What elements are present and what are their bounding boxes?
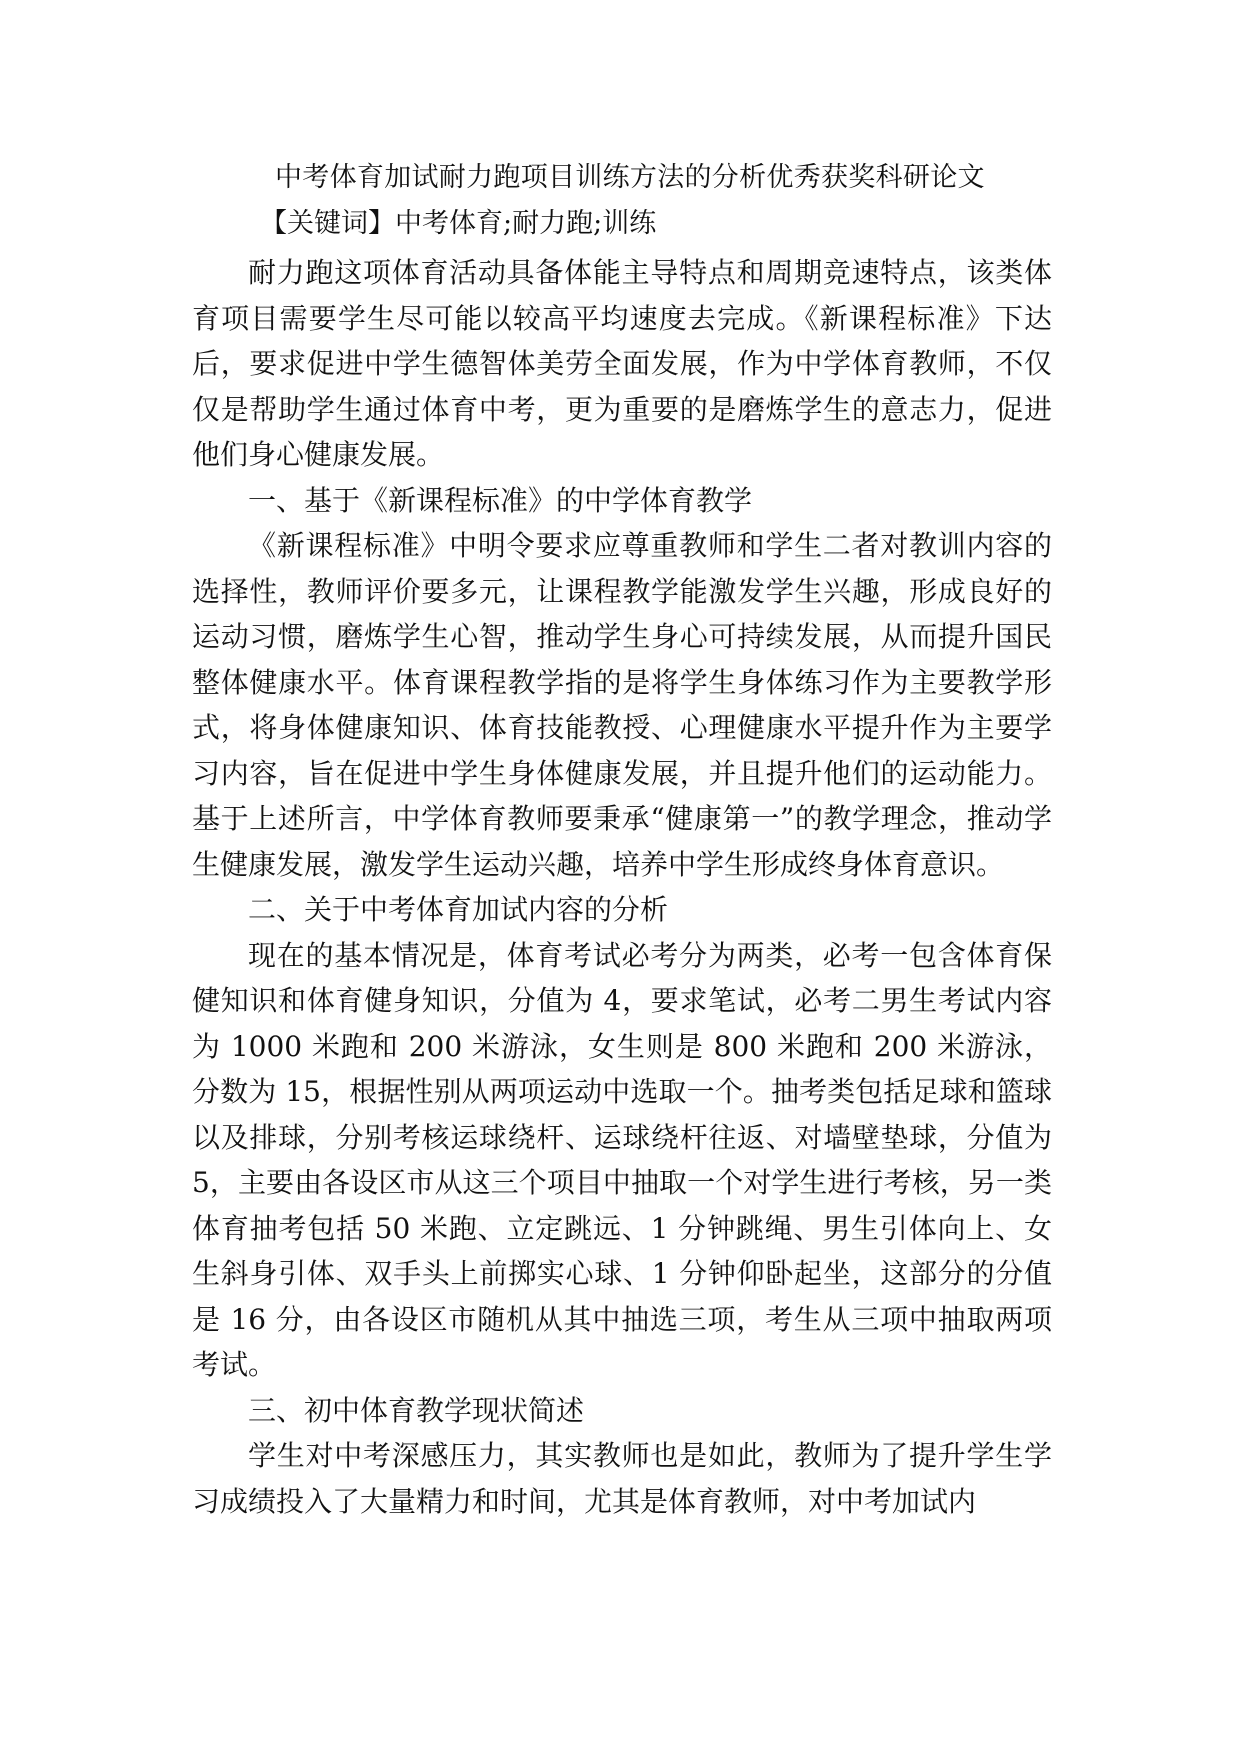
document-title: 中考体育加试耐力跑项目训练方法的分析优秀获奖科研论文 <box>275 162 985 193</box>
intro-paragraph: 耐力跑这项体育活动具备体能主导特点和周期竞速特点，该类体育项目需要学生尽可能以较高平均速度去完成。《新课程标准》下达后，要求促进中学生德智体美劳全面发展，作为中学体育教师，不仅仅是帮助学生通过体育中考，更为重要的是磨炼学生的意志力，促进他们身心健康发展。 <box>192 256 1052 471</box>
section-3-paragraph: 学生对中考深感压力，其实教师也是如此，教师为了提升学生学习成绩投入了大量精力和时间，尤其是体育教师，对中考加试内 <box>192 1439 1052 1518</box>
section-2-heading: 二、关于中考体育加试内容的分析 <box>248 893 669 926</box>
keywords-line: 【关键词】中考体育;耐力跑;训练 <box>260 208 657 239</box>
section-1-paragraph: 《新课程标准》中明令要求应尊重教师和学生二者对教训内容的选择性，教师评价要多元，让课程教学能激发学生兴趣，形成良好的运动习惯，磨炼学生心智，推动学生身心可持续发展，从而提升国民整体健康水平。体育课程教学指的是将学生身体练习作为主要教学形式，将身体健康知识、体育技能教授、心理健康水平提升作为主要学习内容，旨在促进中学生身体健康发展，并且提升他们的运动能力。基于上述所言，中学体育教师要秉承“健康第一”的教学理念，推动学生健康发展，激发学生运动兴趣，培养中学生形成终身体育意识。 <box>192 529 1052 881</box>
section-2-paragraph: 现在的基本情况是，体育考试必考分为两类，必考一包含体育保健知识和体育健身知识，分值为 4，要求笔试，必考二男生考试内容为 1000 米跑和 200 米游泳，女生则是 800 米跑和 200 米游泳，分数为 15，根据性别从两项运动中选取一个。抽考类包括足球和篮球以及排球，分别考核运球绕杆、运球绕杆往返、对墙壁垫球，分值为 5，主要由各设区市从这三个项目中抽取一个对学生进行考核，另一类体育抽考包括 50 米跑、立定跳远、1 分钟跳绳、男生引体向上、女生斜身引体、双手头上前掷实心球、1 分钟仰卧起坐，这部分的分值是 16 分，由各设区市随机从其中抽选三项，考生从三项中抽取两项考试。 <box>192 938 1052 1381</box>
section-3-heading: 三、初中体育教学现状简述 <box>248 1393 585 1427</box>
document-body <box>192 250 1052 1524</box>
section-1-heading: 一、基于《新课程标准》的中学体育教学 <box>248 483 753 517</box>
